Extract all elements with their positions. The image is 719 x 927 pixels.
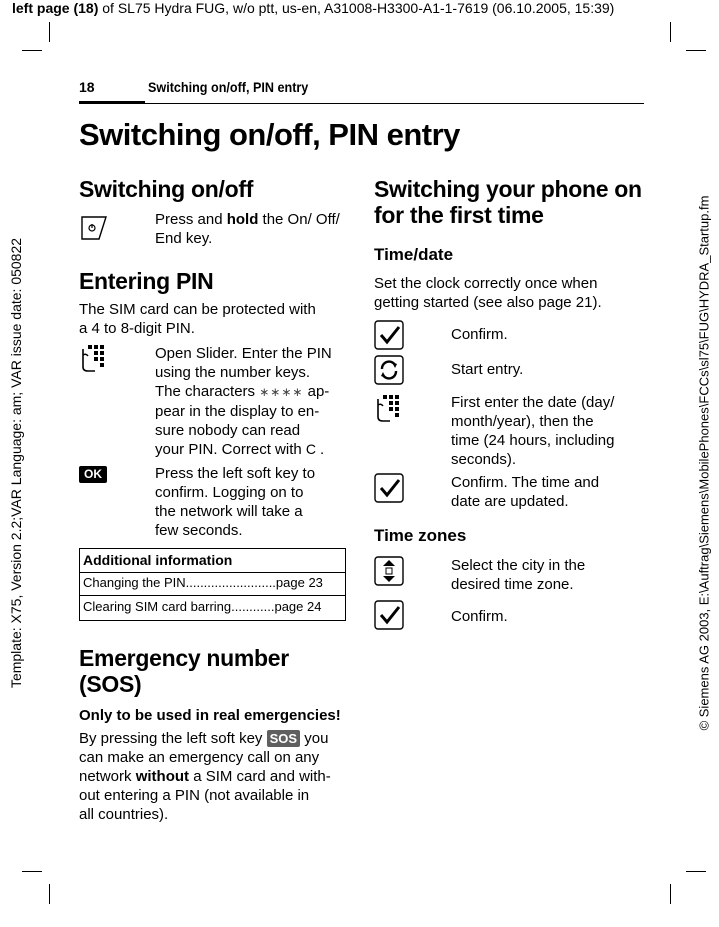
crop-mark xyxy=(686,871,706,872)
select-city-line: desired time zone. xyxy=(451,576,574,593)
confirm-text: Confirm. xyxy=(451,326,508,343)
crop-mark xyxy=(49,884,50,904)
print-info-bar xyxy=(12,0,712,16)
time-date-intro xyxy=(374,274,602,312)
start-entry-text: Start entry. xyxy=(451,361,524,378)
crop-mark xyxy=(670,22,671,42)
emergency-warning: Only to be used in real emergencies! xyxy=(79,707,341,724)
pin-confirm-line: Press the left soft key to xyxy=(155,465,316,482)
crop-mark xyxy=(686,50,706,51)
refresh-icon xyxy=(374,355,404,385)
heading-first-time-line: Switching your phone on xyxy=(374,176,642,202)
crop-mark xyxy=(22,50,42,51)
emergency-line: can make an emergency call on any xyxy=(79,749,320,766)
pin-step-line: pear in the display to en- xyxy=(155,403,320,420)
switching-text-part: Press and xyxy=(155,211,227,228)
emergency-line: you xyxy=(300,730,329,747)
additional-info-row-change-pin[interactable] xyxy=(83,575,340,590)
row-page-link[interactable]: page 24 xyxy=(274,599,322,614)
sos-softkey-icon: SOS xyxy=(267,730,300,747)
copyright-text: © Siemens AG 2003, E:\Auftrag\Siemens\MobilePhones\FCCs\sl75\FUG\HYDRA_Startup.fm xyxy=(696,195,712,731)
row-dots: ......................... xyxy=(185,575,276,590)
header-rule xyxy=(79,103,644,104)
template-info-text: Template: X75, Version 2.2;VAR Language: am; VAR issue date: 050822 xyxy=(8,237,24,689)
crop-mark xyxy=(49,22,50,42)
heading-time-date: Time/date xyxy=(374,245,454,264)
pin-confirm-line: the network will take a xyxy=(155,503,303,520)
row-label: Changing the PIN xyxy=(83,575,186,590)
enter-date-line: time (24 hours, including xyxy=(451,432,615,449)
heading-entering-pin: Entering PIN xyxy=(79,268,214,294)
row-page-link[interactable]: page 23 xyxy=(275,575,323,590)
enter-date-line: First enter the date (day/ xyxy=(451,394,615,411)
clear-key-icon: C xyxy=(305,441,316,457)
switching-text xyxy=(155,210,340,248)
pin-mask-stars: ∗∗∗∗ xyxy=(259,385,304,399)
heading-first-time-line: for the first time xyxy=(374,202,544,228)
print-info-text: of SL75 Hydra FUG, w/o ptt, us-en, A31008-H3300-A1-1-7619 (06.10.2005, 15:39) xyxy=(98,0,615,16)
confirm-updated-text xyxy=(451,473,599,511)
heading-time-zones: Time zones xyxy=(374,526,467,545)
confirm-time-zone-text: Confirm. xyxy=(451,608,508,625)
heading-emergency-line: (SOS) xyxy=(79,671,142,697)
page-title: Switching on/off, PIN entry xyxy=(79,117,460,152)
confirm-check-icon xyxy=(374,600,404,630)
pin-confirm-line: few seconds. xyxy=(155,522,243,539)
emergency-text xyxy=(79,729,331,824)
emergency-line: network xyxy=(79,768,136,785)
confirm-check-icon xyxy=(374,473,404,503)
keypad-icon xyxy=(374,393,404,423)
pin-step-confirm xyxy=(155,464,315,540)
select-city-line: Select the city in the xyxy=(451,557,586,574)
emergency-line: a SIM card and with- xyxy=(189,768,331,785)
end-key-icon xyxy=(79,213,109,243)
emergency-line: all countries). xyxy=(79,806,169,823)
enter-date-text xyxy=(451,393,614,469)
pin-step-line: using the number keys. xyxy=(155,364,311,381)
print-info-bold: left page (18) xyxy=(12,0,99,16)
pin-intro-line: a 4 to 8-digit PIN. xyxy=(79,320,195,337)
navigation-up-down-icon xyxy=(374,556,404,586)
additional-info-row-clear-barring[interactable] xyxy=(83,599,340,614)
heading-emergency xyxy=(79,645,289,697)
heading-first-time xyxy=(374,176,642,228)
row-dots: ............ xyxy=(231,599,275,614)
keypad-icon xyxy=(79,343,109,373)
emergency-bold: without xyxy=(135,768,190,785)
crop-mark xyxy=(22,871,42,872)
row-label: Clearing SIM card barring xyxy=(83,599,232,614)
pin-step-line: The characters xyxy=(155,383,260,400)
pin-step-line: sure nobody can read xyxy=(155,422,301,439)
additional-info-divider xyxy=(80,595,345,596)
additional-information-box xyxy=(79,548,346,621)
heading-emergency-line: Emergency number xyxy=(79,645,289,671)
pin-step-enter xyxy=(155,344,332,459)
time-date-intro-line: getting started (see also page 21). xyxy=(374,294,602,311)
page-number: 18 xyxy=(79,79,95,95)
confirm-check-icon xyxy=(374,320,404,350)
heading-switching-on-off: Switching on/off xyxy=(79,176,254,202)
enter-date-line: month/year), then the xyxy=(451,413,594,430)
pin-step-line: your PIN. Correct with xyxy=(155,441,306,458)
confirm-updated-line: date are updated. xyxy=(451,493,569,510)
select-city-text xyxy=(451,556,585,594)
enter-date-line: seconds). xyxy=(451,451,517,468)
switching-text-bold: hold xyxy=(226,211,259,228)
additional-info-title: Additional information xyxy=(83,552,233,568)
additional-info-divider xyxy=(80,572,345,573)
switching-text-part: the On/ Off/ xyxy=(258,211,340,228)
pin-step-line: Open Slider. Enter the PIN xyxy=(155,345,332,362)
switching-text-part: End key. xyxy=(155,230,213,247)
emergency-line: By pressing the left soft key xyxy=(79,730,267,747)
running-header: Switching on/off, PIN entry xyxy=(148,79,309,95)
pin-intro xyxy=(79,300,316,338)
ok-softkey-icon: OK xyxy=(79,466,107,483)
pin-confirm-line: confirm. Logging on to xyxy=(155,484,304,501)
crop-mark xyxy=(670,884,671,904)
confirm-updated-line: Confirm. The time and xyxy=(451,474,600,491)
pin-step-period: . xyxy=(320,441,325,458)
pin-step-line: ap- xyxy=(303,383,330,400)
pin-intro-line: The SIM card can be protected with xyxy=(79,301,316,318)
time-date-intro-line: Set the clock correctly once when xyxy=(374,275,598,292)
emergency-line: out entering a PIN (not available in xyxy=(79,787,310,804)
